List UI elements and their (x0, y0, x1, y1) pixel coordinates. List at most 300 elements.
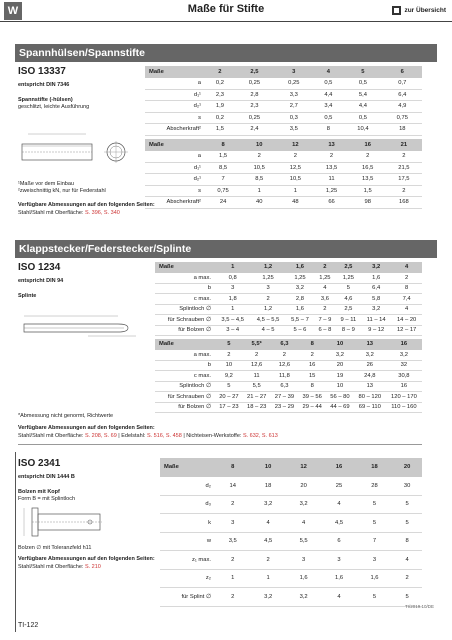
table-row-label: Abscherkraft² (145, 124, 205, 136)
table-row-label: für Schrauben ∅ (155, 315, 215, 326)
table-cell: 20 – 27 (215, 392, 243, 403)
table-cell: 0,5 (343, 112, 382, 124)
iso2341-desc-title: Bolzen mit Kopf (18, 489, 60, 495)
table-cell: 39 – 56 (298, 392, 326, 403)
table-cell: 10 (241, 139, 277, 151)
table-cell: 2 (314, 304, 335, 315)
table-cell: 2 (314, 262, 335, 273)
table-cell: 23 – 29 (271, 402, 299, 413)
page-title: Maße für Stifte (187, 3, 265, 15)
table-cell: 5,5 (286, 532, 321, 551)
table-cell: 20 (392, 458, 422, 477)
table-row-label: c max. (155, 294, 215, 305)
table-row (155, 325, 422, 336)
table-row (155, 350, 422, 361)
table-cell: 98 (350, 197, 386, 209)
iso1234-desc (18, 293, 36, 300)
table-cell: 5 (392, 588, 422, 607)
table-row (160, 569, 422, 588)
table-cell: 4 (314, 283, 335, 294)
table-cell: 44 – 69 (326, 402, 354, 413)
table-cell: 4,5 (321, 514, 356, 533)
table-cell: 0,5 (313, 78, 343, 90)
iso1234-avail-link-stahl[interactable]: S. 208, S. 69 (84, 432, 117, 439)
table-cell: 8 – 9 (336, 325, 361, 336)
table-row-label: b (155, 360, 215, 371)
table-cell: 2,5 (336, 262, 361, 273)
table-cell: 4,6 (336, 294, 361, 305)
table-cell: 9 – 11 (336, 315, 361, 326)
table-cell: 17 – 23 (215, 402, 243, 413)
table-cell: 2 (250, 294, 285, 305)
table-cell: 5 (357, 495, 392, 514)
table-cell: 3,2 (286, 283, 314, 294)
table-row-label: für Schrauben ∅ (155, 392, 215, 403)
table-cell: 10 (215, 360, 243, 371)
table-cell: 4,5 – 5,5 (250, 315, 285, 326)
spannstift-drawing (18, 126, 138, 181)
table-cell: 1 (241, 185, 277, 197)
table-row-label: Abscherkraft² (145, 197, 205, 209)
table-cell: 21 – 27 (243, 392, 271, 403)
iso2341-note: Bolzen ∅ mit Toleranzfeld h11 (18, 545, 92, 551)
table-cell: 6,3 (271, 381, 299, 392)
table-row-label: a (145, 78, 205, 90)
iso2341-availability (18, 556, 155, 571)
table-cell: 12,6 (271, 360, 299, 371)
table-cell: 19 (326, 371, 354, 382)
table-cell: 3 (321, 551, 356, 570)
table-cell: 3,2 (361, 304, 391, 315)
iso2341-table (160, 458, 422, 607)
table-cell: 2 (243, 350, 271, 361)
table-row (145, 151, 422, 163)
table-cell: 14 – 20 (391, 315, 422, 326)
table-row-label: Maße (145, 66, 205, 78)
table-cell: 21 (386, 139, 422, 151)
table-cell: 18 (357, 458, 392, 477)
table-cell: 8 (392, 532, 422, 551)
table-cell: 12 – 17 (391, 325, 422, 336)
iso13337-avail-head: Verfügbare Abmessungen auf den folgenden Seiten: (18, 202, 155, 208)
table-cell: 28 (357, 477, 392, 496)
table-row (145, 112, 422, 124)
section-title-spannhuelsen: Spannhülsen/Spannstifte (15, 44, 437, 62)
iso1234-table-1 (155, 262, 422, 336)
table-row-label: c max. (155, 371, 215, 382)
iso13337-note1: ¹Maße vor dem Einbau (18, 181, 74, 187)
table-cell: 1,6 (286, 262, 314, 273)
table-cell: 2,4 (235, 124, 274, 136)
table-cell: 3,4 (313, 101, 343, 113)
section-divider (18, 444, 422, 445)
table-cell: 3 (274, 66, 313, 78)
table-row-label: b (155, 283, 215, 294)
table-row (145, 78, 422, 90)
table-cell: 2 (271, 350, 299, 361)
table-cell: 1,9 (205, 101, 235, 113)
table-cell: 4,4 (343, 101, 382, 113)
table-cell: 5 (336, 283, 361, 294)
table-cell: 27 – 39 (271, 392, 299, 403)
iso13337-desc (18, 97, 89, 111)
table-cell: 32 (386, 360, 422, 371)
table-cell: 40 (241, 197, 277, 209)
table-row-label: w (160, 532, 215, 551)
iso1234-avail-mid1: | Edelstahl: (116, 432, 147, 439)
table-row (155, 304, 422, 315)
table-cell: 10 (250, 458, 285, 477)
table-cell: 3 (286, 551, 321, 570)
table-cell: 3,2 (361, 262, 391, 273)
table-cell: 1,25 (336, 273, 361, 284)
table-cell: 1,5 (350, 185, 386, 197)
table-cell: 1 (215, 262, 250, 273)
table-row-label: für Bolzen ∅ (155, 402, 215, 413)
table-cell: 2 (392, 569, 422, 588)
table-cell: 2,3 (205, 89, 235, 101)
table-cell: 1,5 (205, 151, 241, 163)
table-row-label: Splintloch ∅ (155, 304, 215, 315)
table-header-row (155, 262, 422, 273)
table-cell: 80 – 120 (354, 392, 386, 403)
table-cell: 168 (386, 197, 422, 209)
table-cell: 9 – 12 (361, 325, 391, 336)
table-cell: 8 (313, 124, 343, 136)
iso1234-avail-mid2: | Nichteisen-Werkstoffe: (181, 432, 243, 439)
table-cell: 0,25 (235, 78, 274, 90)
iso2341-desc (18, 489, 75, 503)
table-cell: 3,2 (250, 495, 285, 514)
table-cell: 10,5 (277, 174, 313, 186)
iso13337-table-2 (145, 139, 422, 209)
table-cell: 3,2 (286, 495, 321, 514)
table-cell: 5 (392, 514, 422, 533)
table-row (160, 514, 422, 533)
table-row-label: a max. (155, 350, 215, 361)
table-cell: 2 (313, 151, 349, 163)
table-cell: 11 (243, 371, 271, 382)
table-cell: 12,6 (243, 360, 271, 371)
table-row-label: s (145, 185, 205, 197)
table-cell: 2 (391, 273, 422, 284)
table-cell: 5,8 (361, 294, 391, 305)
table-cell: 0,8 (215, 273, 250, 284)
iso13337-table-1 (145, 66, 422, 136)
table-cell: 3,5 (274, 124, 313, 136)
table-cell: 3 – 4 (215, 325, 250, 336)
table-cell: 24,8 (354, 371, 386, 382)
table-cell: 14 (215, 477, 250, 496)
table-row (145, 89, 422, 101)
table-cell: 56 – 80 (326, 392, 354, 403)
table-row-label: Splintloch ∅ (155, 381, 215, 392)
table-cell: 1,5 (205, 124, 235, 136)
table-cell: 2 (205, 66, 235, 78)
table-cell: 69 – 110 (354, 402, 386, 413)
table-cell: 110 – 160 (386, 402, 422, 413)
table-cell: 5 – 6 (286, 325, 314, 336)
table-cell: 5 (215, 339, 243, 350)
table-cell: 2,5 (336, 304, 361, 315)
table-cell: 3 (215, 514, 250, 533)
table-cell: 9,2 (215, 371, 243, 382)
table-cell: 8 (298, 381, 326, 392)
table-cell: 6,4 (361, 283, 391, 294)
iso1234-norm: entspricht DIN 94 (18, 278, 64, 284)
table-row-label: d₂¹ (145, 174, 205, 186)
table-cell: 21,5 (386, 162, 422, 174)
table-cell: 16 (386, 339, 422, 350)
overview-label: zur Übersicht (404, 7, 446, 14)
table-cell: 0,25 (235, 112, 274, 124)
iso2341-avail-link[interactable]: S. 210 (84, 563, 101, 570)
table-cell: 0,2 (205, 112, 235, 124)
table-cell: 4,9 (383, 101, 422, 113)
table-cell: 0,75 (383, 112, 422, 124)
table-cell: 6 – 8 (314, 325, 335, 336)
table-cell: 1,8 (215, 294, 250, 305)
iso1234-availability (18, 425, 278, 440)
table-cell: 4 – 5 (250, 325, 285, 336)
iso2341-norm: entspricht DIN 1444 B (18, 474, 75, 480)
table-row (145, 174, 422, 186)
table-cell: 18 (250, 477, 285, 496)
table-cell: 2 (277, 151, 313, 163)
iso2341-avail-text: Stahl/Stahl mit Oberfläche: (18, 563, 85, 570)
table-row-label: d₁¹ (145, 89, 205, 101)
table-row-label: Maße (145, 139, 205, 151)
section-title-klappstecker: Klappstecker/Federstecker/Splinte (15, 240, 437, 258)
table-cell: 4 (250, 514, 285, 533)
table-cell: 13 (354, 381, 386, 392)
table-cell: 2 (386, 151, 422, 163)
table-row (155, 315, 422, 326)
table-cell: 6,4 (383, 89, 422, 101)
table-row (160, 551, 422, 570)
iso13337-avail-link[interactable]: S. 396, S. 340 (84, 209, 120, 216)
table-cell: 1,25 (313, 185, 349, 197)
iso13337-notes (18, 181, 106, 195)
table-header-row (145, 139, 422, 151)
table-cell: 29 – 44 (298, 402, 326, 413)
table-cell: 0,7 (383, 78, 422, 90)
table-cell: 0,2 (205, 78, 235, 90)
table-row-label: Maße (160, 458, 215, 477)
table-row-label: a (145, 151, 205, 163)
table-cell: 2 (386, 185, 422, 197)
overview-icon (392, 6, 401, 15)
table-cell: 12 (277, 139, 313, 151)
table-cell: 5,5* (243, 339, 271, 350)
iso13337-avail-text: Stahl/Stahl mit Oberfläche: (18, 209, 85, 216)
table-cell: 1,2 (250, 304, 285, 315)
iso13337-desc-title: Spannstifte (-hülsen) (18, 97, 73, 103)
table-cell: 8 (298, 339, 326, 350)
table-row (145, 197, 422, 209)
table-cell: 3,2 (250, 588, 285, 607)
table-row (155, 283, 422, 294)
table-cell: 18 (383, 124, 422, 136)
table-cell: 3,6 (314, 294, 335, 305)
table-row (160, 477, 422, 496)
table-cell: 15 (298, 371, 326, 382)
table-row (160, 532, 422, 551)
table-cell: 0,75 (205, 185, 241, 197)
table-cell: 13 (354, 339, 386, 350)
page-number: TI-122 (18, 622, 39, 629)
table-cell: 2,7 (274, 101, 313, 113)
table-row (145, 101, 422, 113)
table-cell: 18 – 23 (243, 402, 271, 413)
iso13337-norm: entspricht DIN 7346 (18, 82, 70, 88)
table-cell: 4 (321, 588, 356, 607)
iso2341-title: ISO 2341 (18, 458, 61, 469)
table-cell: 1 (250, 569, 285, 588)
table-cell: 4,4 (313, 89, 343, 101)
table-cell: 30 (392, 477, 422, 496)
table-cell: 8 (215, 458, 250, 477)
table-cell: 13,5 (313, 162, 349, 174)
table-row-label: d₂¹ (145, 101, 205, 113)
iso1234-avail-text: Stahl/Stahl mit Oberfläche: (18, 432, 85, 439)
table-cell: 3,3 (274, 89, 313, 101)
table-row-label: z₁ max. (160, 551, 215, 570)
table-cell: 10,5 (241, 162, 277, 174)
table-cell: 11 – 14 (361, 315, 391, 326)
table-cell: 16 (321, 458, 356, 477)
table-cell: 11 (313, 174, 349, 186)
iso1234-avail-link-ne[interactable]: S. 632, S. 613 (242, 432, 278, 439)
table-row (155, 392, 422, 403)
table-cell: 8,5 (241, 174, 277, 186)
table-row-label: Maße (155, 339, 215, 350)
iso13337-note2: ²zweischnittig kN, nur für Federstahl (18, 188, 106, 194)
table-row (145, 162, 422, 174)
table-cell: 26 (354, 360, 386, 371)
table-cell: 120 – 170 (386, 392, 422, 403)
table-cell: 10 (326, 381, 354, 392)
table-cell: 1 (215, 304, 250, 315)
table-cell: 5,4 (343, 89, 382, 101)
table-cell: 3,2 (354, 350, 386, 361)
table-cell: 7 (357, 532, 392, 551)
footer-code: TI/2019.10/DE (404, 604, 434, 609)
table-cell: 5 (357, 514, 392, 533)
iso1234-title: ISO 1234 (18, 262, 61, 273)
table-cell: 16,5 (350, 162, 386, 174)
table-cell: 1,6 (286, 569, 321, 588)
table-cell: 2,5 (235, 66, 274, 78)
iso13337-title: ISO 13337 (18, 66, 66, 77)
table-cell: 5 (343, 66, 382, 78)
table-cell: 2,8 (235, 89, 274, 101)
table-cell: 17,5 (386, 174, 422, 186)
table-row-label: für Bolzen ∅ (155, 325, 215, 336)
table-cell: 4 (391, 304, 422, 315)
table-row-label: d₂ (160, 477, 215, 496)
table-cell: 20 (286, 477, 321, 496)
table-cell: 3 (250, 283, 285, 294)
table-cell: 0,3 (274, 112, 313, 124)
table-cell: 3,2 (286, 588, 321, 607)
iso1234-avail-head: Verfügbare Abmessungen auf den folgenden Seiten: (18, 425, 155, 431)
table-row-label: k (160, 514, 215, 533)
table-row-label: Maße (155, 262, 215, 273)
table-cell: 2 (215, 350, 243, 361)
iso2341-desc-text: Form B = mit Splintloch (18, 496, 76, 502)
table-row (160, 588, 422, 607)
table-cell: 2 (350, 151, 386, 163)
overview-link[interactable] (392, 6, 446, 15)
table-cell: 5,5 – 7 (286, 315, 314, 326)
table-row (155, 360, 422, 371)
table-row (145, 185, 422, 197)
table-cell: 2 (241, 151, 277, 163)
table-cell: 1 (215, 569, 250, 588)
table-cell: 4 (391, 262, 422, 273)
table-cell: 13 (313, 139, 349, 151)
table-cell: 3,2 (326, 350, 354, 361)
table-cell: 8 (391, 283, 422, 294)
table-row (160, 495, 422, 514)
table-cell: 6,3 (271, 339, 299, 350)
iso1234-avail-link-edelstahl[interactable]: S. 516, S. 458 (146, 432, 182, 439)
table-cell: 2,8 (286, 294, 314, 305)
table-cell: 2,3 (235, 101, 274, 113)
table-cell: 12 (286, 458, 321, 477)
left-margin-rule (15, 452, 16, 632)
table-row (155, 273, 422, 284)
table-cell: 66 (313, 197, 349, 209)
table-cell: 10 (326, 339, 354, 350)
table-cell: 1,25 (314, 273, 335, 284)
table-cell: 3 (357, 551, 392, 570)
table-row (145, 124, 422, 136)
table-cell: 1,6 (286, 304, 314, 315)
table-row (155, 402, 422, 413)
table-row (155, 381, 422, 392)
table-cell: 4,5 (250, 532, 285, 551)
table-cell: 16 (350, 139, 386, 151)
iso1234-note: *Abmessung nicht genormt, Richtwerte (18, 413, 114, 419)
table-cell: 12,5 (277, 162, 313, 174)
table-cell: 3 (215, 283, 250, 294)
table-cell: 8 (205, 139, 241, 151)
table-cell: 3,5 – 4,5 (215, 315, 250, 326)
table-row-label: z₂ (160, 569, 215, 588)
page-header (0, 0, 452, 22)
table-cell: 1,6 (321, 569, 356, 588)
table-cell: 5 (392, 495, 422, 514)
table-cell: 3,2 (386, 350, 422, 361)
splint-drawing (18, 306, 148, 346)
iso13337-desc-text: geschlitzt, leichte Ausführung (18, 104, 90, 110)
table-row-label: d₁¹ (145, 162, 205, 174)
table-header-row (145, 66, 422, 78)
table-cell: 20 (326, 360, 354, 371)
table-header-row (160, 458, 422, 477)
table-cell: 4 (286, 514, 321, 533)
iso1234-table-2 (155, 339, 422, 413)
table-cell: 16 (298, 360, 326, 371)
table-cell: 1,2 (250, 262, 285, 273)
table-cell: 4 (392, 551, 422, 570)
table-cell: 0,5 (343, 78, 382, 90)
table-cell: 2 (215, 588, 250, 607)
brand-logo: W (4, 2, 22, 20)
table-cell: 30,8 (386, 371, 422, 382)
